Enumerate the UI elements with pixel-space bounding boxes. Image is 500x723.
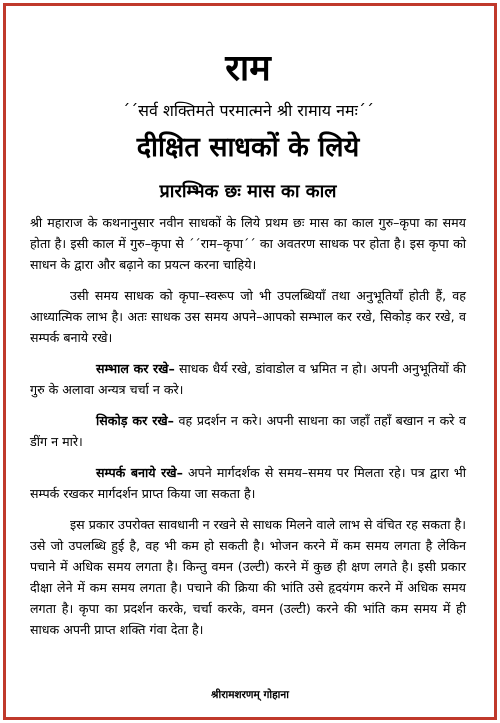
paragraph-2: उसी समय साधक को कृपा–स्वरूप जो भी उपलब्धियाँ तथा अनुभूतियाँ होती हैं, वह आध्यात्मिक लाभ है। अतः साधक उस समय अपने–आपको सम्भाल कर रखे, सिकोड़ कर रखे, व सम्पर्क बनाये रखे। xyxy=(30,288,466,345)
paragraph-4 xyxy=(30,410,466,452)
paragraph-1: श्री महाराज के कथनानुसार नवीन साधकों के लिये प्रथम छः मास का काल गुरु–कृपा का समय होता है। इसी काल में गुरु–कृपा से ´´राम–कृपा´´ का अवतरण साधक पर होता है। इस कृपा को साधन के द्वारा और बढ़ाने का प्रयत्न करना चाहिये। xyxy=(30,215,466,272)
document-body xyxy=(30,48,466,650)
page-title: राम xyxy=(225,48,271,89)
mantra-line: ´´सर्व शक्तिमते परमात्मने श्री रामाय नमः´´ xyxy=(122,101,374,120)
paragraph-4-text: वह प्रदर्शन न करे। अपनी साधना का जहाँ तहाँ बखान न करे व डींग न मारे। xyxy=(30,413,466,449)
paragraph-5-text: अपने मार्गदर्शक से समय–समय पर मिलता रहे। पत्र द्वारा भी सम्पर्क रखकर मार्गदर्शन प्राप्त किया जा सकता है। xyxy=(30,465,467,501)
subtitle: दीक्षित साधकों के लिये xyxy=(136,132,360,163)
paragraph-5 xyxy=(30,462,466,504)
paragraph-3 xyxy=(30,358,466,400)
term-sampark: सम्पर्क बनाये रखे– xyxy=(96,465,183,480)
paragraph-3-text: साधक धैर्य रखे, डांवाडोल व भ्रमित न हो। अपनी अनुभूतियों की गुरु के अलावा अन्यत्र चर्चा न करे। xyxy=(30,361,466,397)
term-sambhal: सम्भाल कर रखे– xyxy=(96,361,175,376)
paragraph-6: इस प्रकार उपरोक्त सावधानी न रखने से साधक मिलने वाले लाभ से वंचित रह सकता है। उसे जो उपलब्धि हुई है, वह भी कम हो सकती है। भोजन करने में कम समय लगता है लेकिन पचाने में अधिक समय लगता है। किन्तु वमन (उल्टी) करने में कुछ ही क्षण लगते है। इसी प्रकार दीक्षा लेने में कम समय लगता है। पचाने की क्रिया की भांति उसे हृदयंगम करने में अधिक समय लगता है। कृपा का प्रदर्शन करके, चर्चा करके, वमन (उल्टी) करने की भांति कम समय में ही साधक अपनी प्राप्त शक्ति गंवा देता है। xyxy=(30,517,466,637)
term-sikod: सिकोड़ कर रखे– xyxy=(96,413,174,428)
section-title: प्रारम्भिक छः मास का काल xyxy=(159,181,337,202)
footer-attribution: श्रीरामशरणम् गोहाना xyxy=(211,689,289,701)
